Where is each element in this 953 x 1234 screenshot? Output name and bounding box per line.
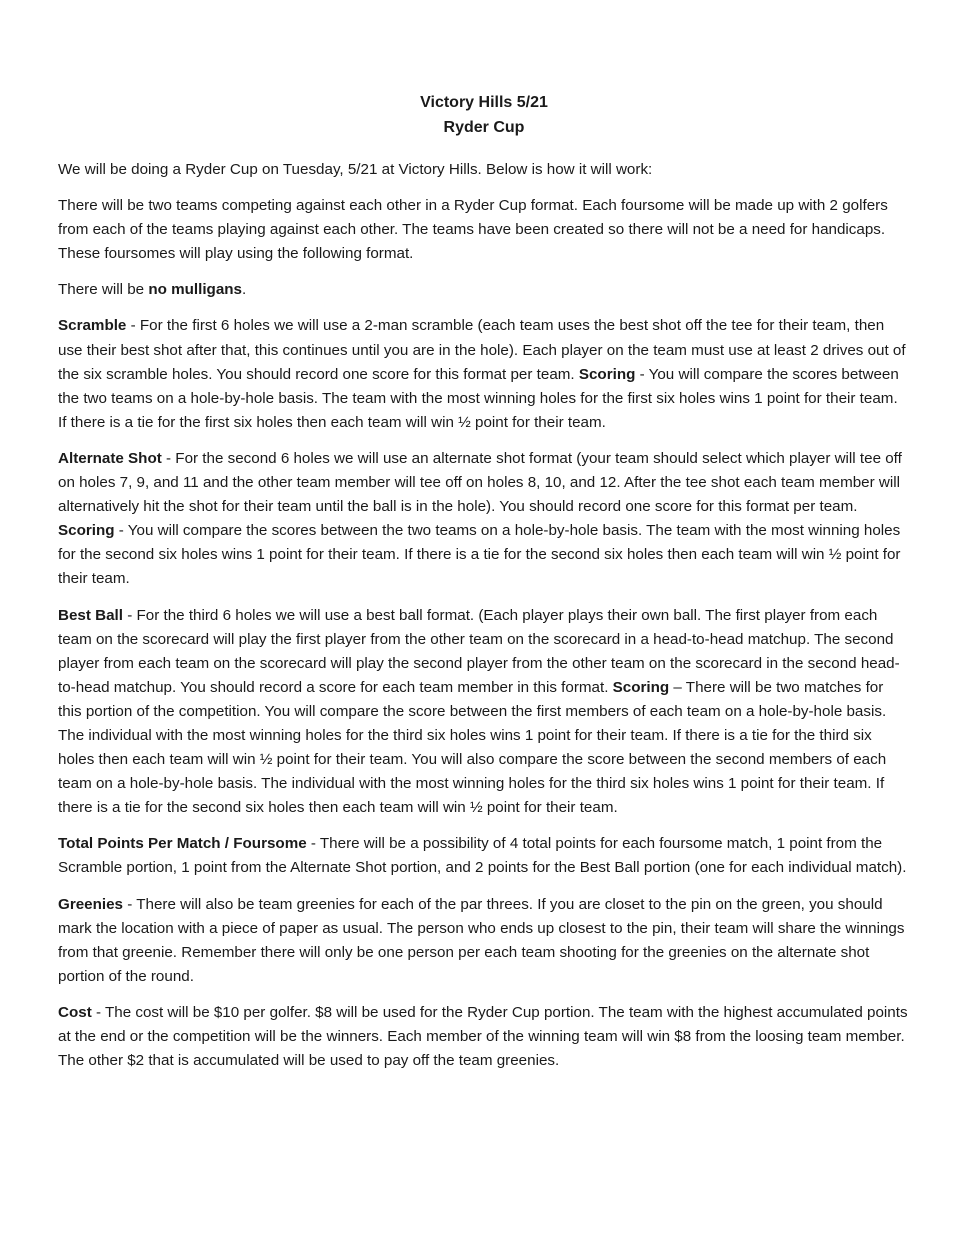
greenies-text: - There will also be team greenies for each of the par threes. If you are closet to the pin on the green, you should mark the location with a piece of paper as usual. The person who ends up closest to the pin, their team will share the winnings from that greenie. Remember there will only be one person per each team shooting for the greenies on the alternate shot portion of the round. bbox=[58, 895, 905, 985]
scramble-text-1: - For the first 6 holes we will use a 2-man scramble (each team uses the best shot off the tee for their team, then use their best shot after that, this continues until you are in the hole). Each player on the team must use at least 2 drives out of the six scramble holes. You should record one score for this format per team. bbox=[58, 317, 906, 383]
best-ball-heading: Best Ball bbox=[58, 606, 123, 624]
scramble-scoring-label: Scoring bbox=[578, 365, 636, 383]
total-points-paragraph bbox=[58, 832, 910, 880]
alternate-shot-paragraph bbox=[58, 447, 910, 592]
best-ball-text-2: – There will be two matches for this portion of the competition. You will compare the score between the first members of each team on a hole-by-hole basis. The individual with the most winning holes for the third six holes wins 1 point for their team. If there is a tie for the third six holes then each team will win ½ point for their team. You will also compare the score between the second members of each team on a hole-by-hole basis. The individual with the most winning holes for the third six holes wins 1 point for their team. If there is a tie for the second six holes then each team will win ½ point for their team. bbox=[58, 678, 887, 817]
document-title bbox=[58, 90, 910, 140]
title-line-2: Ryder Cup bbox=[443, 119, 525, 136]
scramble-paragraph bbox=[58, 314, 910, 434]
mulligans-suffix: . bbox=[242, 281, 247, 299]
title-line-1: Victory Hills 5/21 bbox=[420, 94, 548, 111]
mulligans-prefix: There will be bbox=[58, 281, 149, 299]
alternate-shot-text-2: - You will compare the scores between the two teams on a hole-by-hole basis. The team with the most winning holes for the second six holes wins 1 point for their team. If there is a tie for the second six holes then each team will win ½ point for their team. bbox=[58, 522, 901, 588]
best-ball-scoring-label: Scoring bbox=[612, 678, 670, 696]
best-ball-paragraph bbox=[58, 604, 910, 821]
greenies-heading: Greenies bbox=[58, 895, 124, 913]
total-points-text: - There will be a possibility of 4 total points for each foursome match, 1 point from the Scramble portion, 1 point from the Alternate Shot portion, and 2 points for the Best Ball portion (one for each individual match). bbox=[58, 835, 907, 877]
best-ball-text-1: - For the third 6 holes we will use a best ball format. (Each player plays their own ball. The first player from each team on the scorecard will play the first player from the other team on the scorecard in a head-to-head matchup. The second player from each team on the scorecard will play the second player from the other team on the scorecard in the second head-to-head matchup. You should record a score for each team member in this format. bbox=[58, 606, 900, 696]
document-page bbox=[58, 90, 910, 1085]
intro-paragraph: We will be doing a Ryder Cup on Tuesday, 5/21 at Victory Hills. Below is how it will work: bbox=[58, 161, 653, 178]
alternate-shot-scoring-label: Scoring bbox=[58, 522, 115, 540]
greenies-paragraph bbox=[58, 893, 910, 989]
cost-paragraph bbox=[58, 1001, 910, 1073]
alternate-shot-text-1: - For the second 6 holes we will use an alternate shot format (your team should select which player will tee off on holes 7, 9, and 11 and the other team member will tee off on holes 8, 10, and 12. After the tee shot each team member will alternatively hit the shot for their team until the ball is in the hole). You should record one score for this format per team. bbox=[58, 449, 902, 516]
total-points-heading: Total Points Per Match / Foursome bbox=[58, 835, 307, 853]
mulligans-paragraph bbox=[58, 278, 910, 302]
scramble-heading: Scramble bbox=[58, 317, 127, 335]
alternate-shot-heading: Alternate Shot bbox=[58, 449, 162, 467]
cost-text: - The cost will be $10 per golfer. $8 will be used for the Ryder Cup portion. The team with the highest accumulated points at the end or the competition will be the winners. Each member of the winning team will win $8 from the loosing team member. The other $2 that is accumulated will be used to pay off the team greenies. bbox=[58, 1003, 908, 1070]
mulligans-bold: no mulligans bbox=[148, 281, 242, 299]
cost-heading: Cost bbox=[58, 1003, 92, 1021]
teams-paragraph: There will be two teams competing against each other in a Ryder Cup format. Each foursome will be made up with 2 golfers from each of the teams playing against each other. The teams have been created so there will not be a need for handicaps. These foursomes will play using the following format. bbox=[58, 197, 888, 263]
scramble-text-2: - You will compare the scores between the two teams on a hole-by-hole basis. The team with the most winning holes for the first six holes wins 1 point for their team. If there is a tie for the first six holes then each team will win ½ point for their team. bbox=[58, 365, 899, 431]
